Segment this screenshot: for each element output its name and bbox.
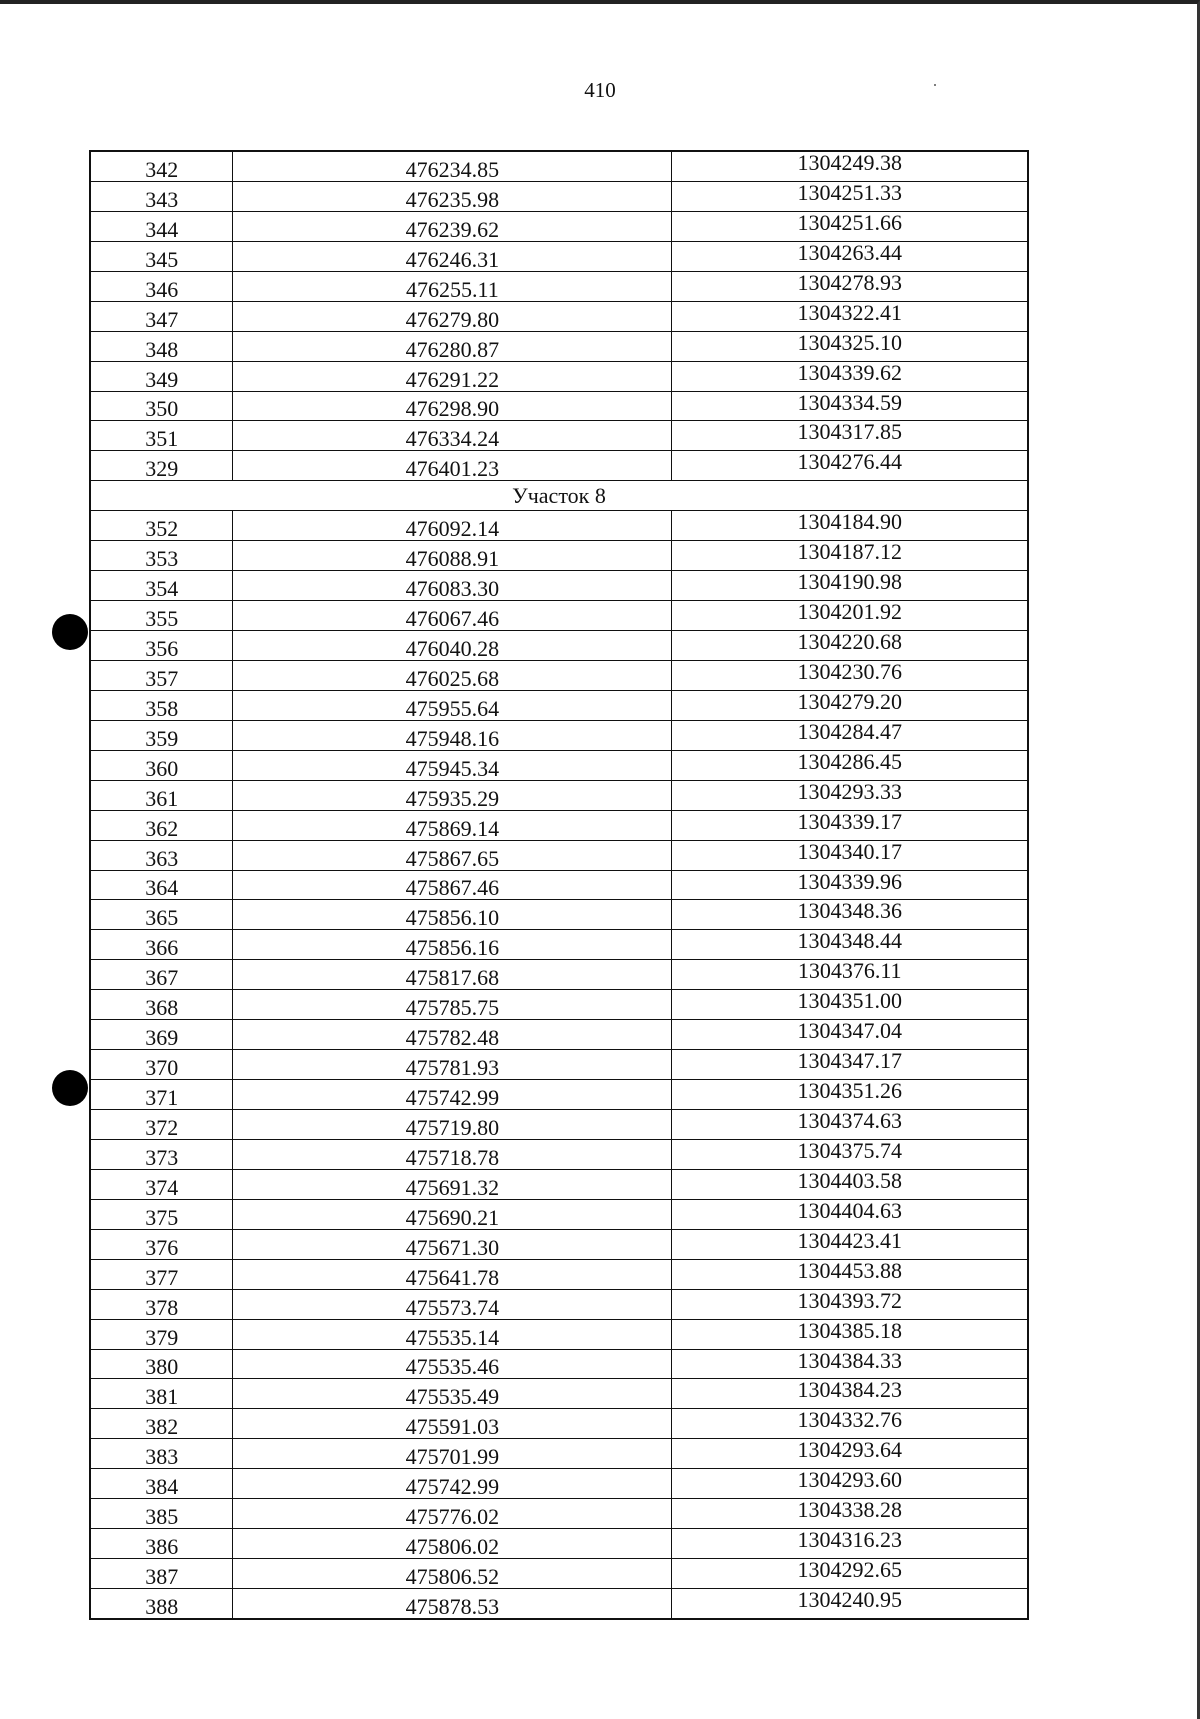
y-coordinate-cell: 1304339.96 — [672, 870, 1028, 900]
point-number-cell: 372 — [90, 1110, 233, 1140]
y-coordinate-cell: 1304347.17 — [672, 1050, 1028, 1080]
point-number-cell: 352 — [90, 511, 233, 541]
y-coordinate-cell: 1304276.44 — [672, 451, 1028, 481]
table-row — [90, 720, 1028, 750]
y-coordinate-cell: 1304278.93 — [672, 271, 1028, 301]
table-row — [90, 151, 1028, 181]
y-coordinate-cell: 1304293.60 — [672, 1469, 1028, 1499]
table-row — [90, 750, 1028, 780]
table-row — [90, 301, 1028, 331]
table-row — [90, 780, 1028, 810]
point-number-cell: 376 — [90, 1229, 233, 1259]
y-coordinate-cell: 1304339.17 — [672, 810, 1028, 840]
table-row — [90, 870, 1028, 900]
y-coordinate-cell: 1304286.45 — [672, 750, 1028, 780]
x-coordinate-cell: 475535.14 — [233, 1319, 672, 1349]
point-number-cell: 366 — [90, 930, 233, 960]
table-row — [90, 1259, 1028, 1289]
point-number-cell: 349 — [90, 361, 233, 391]
y-coordinate-cell: 1304251.66 — [672, 211, 1028, 241]
x-coordinate-cell: 476334.24 — [233, 421, 672, 451]
point-number-cell: 384 — [90, 1469, 233, 1499]
x-coordinate-cell: 476083.30 — [233, 571, 672, 601]
x-coordinate-cell: 475719.80 — [233, 1110, 672, 1140]
point-number-cell: 370 — [90, 1050, 233, 1080]
table-row — [90, 1559, 1028, 1589]
point-number-cell: 379 — [90, 1319, 233, 1349]
point-number-cell: 346 — [90, 271, 233, 301]
table-row — [90, 810, 1028, 840]
x-coordinate-cell: 475671.30 — [233, 1229, 672, 1259]
x-coordinate-cell: 476025.68 — [233, 660, 672, 690]
y-coordinate-cell: 1304251.33 — [672, 181, 1028, 211]
x-coordinate-cell: 475856.10 — [233, 900, 672, 930]
x-coordinate-cell: 475535.46 — [233, 1349, 672, 1379]
x-coordinate-cell: 476280.87 — [233, 331, 672, 361]
y-coordinate-cell: 1304423.41 — [672, 1229, 1028, 1259]
table-row — [90, 1080, 1028, 1110]
point-number-cell: 375 — [90, 1199, 233, 1229]
table-row — [90, 660, 1028, 690]
x-coordinate-cell: 476246.31 — [233, 241, 672, 271]
y-coordinate-cell: 1304403.58 — [672, 1169, 1028, 1199]
y-coordinate-cell: 1304230.76 — [672, 660, 1028, 690]
y-coordinate-cell: 1304385.18 — [672, 1319, 1028, 1349]
y-coordinate-cell: 1304339.62 — [672, 361, 1028, 391]
y-coordinate-cell: 1304293.33 — [672, 780, 1028, 810]
point-number-cell: 368 — [90, 990, 233, 1020]
x-coordinate-cell: 475701.99 — [233, 1439, 672, 1469]
x-coordinate-cell: 475776.02 — [233, 1499, 672, 1529]
y-coordinate-cell: 1304376.11 — [672, 960, 1028, 990]
y-coordinate-cell: 1304284.47 — [672, 720, 1028, 750]
table-row — [90, 421, 1028, 451]
scan-speck — [934, 84, 936, 86]
point-number-cell: 377 — [90, 1259, 233, 1289]
y-coordinate-cell: 1304384.23 — [672, 1379, 1028, 1409]
y-coordinate-cell: 1304375.74 — [672, 1139, 1028, 1169]
y-coordinate-cell: 1304187.12 — [672, 541, 1028, 571]
point-number-cell: 364 — [90, 870, 233, 900]
table-row — [90, 960, 1028, 990]
punch-hole-bottom — [52, 1070, 88, 1106]
y-coordinate-cell: 1304338.28 — [672, 1499, 1028, 1529]
x-coordinate-cell: 476239.62 — [233, 211, 672, 241]
y-coordinate-cell: 1304351.26 — [672, 1080, 1028, 1110]
table-row — [90, 840, 1028, 870]
x-coordinate-cell: 475742.99 — [233, 1080, 672, 1110]
x-coordinate-cell: 475641.78 — [233, 1259, 672, 1289]
x-coordinate-cell: 475935.29 — [233, 780, 672, 810]
coordinates-table-body — [90, 151, 1028, 1619]
x-coordinate-cell: 475781.93 — [233, 1050, 672, 1080]
point-number-cell: 387 — [90, 1559, 233, 1589]
y-coordinate-cell: 1304347.04 — [672, 1020, 1028, 1050]
page-number: 410 — [584, 78, 616, 102]
table-row — [90, 1319, 1028, 1349]
table-row — [90, 1379, 1028, 1409]
table-row — [90, 601, 1028, 631]
x-coordinate-cell: 476279.80 — [233, 301, 672, 331]
point-number-cell: 344 — [90, 211, 233, 241]
x-coordinate-cell: 475718.78 — [233, 1139, 672, 1169]
y-coordinate-cell: 1304453.88 — [672, 1259, 1028, 1289]
y-coordinate-cell: 1304201.92 — [672, 601, 1028, 631]
y-coordinate-cell: 1304340.17 — [672, 840, 1028, 870]
x-coordinate-cell: 476401.23 — [233, 451, 672, 481]
table-row — [90, 391, 1028, 421]
point-number-cell: 359 — [90, 720, 233, 750]
x-coordinate-cell: 475878.53 — [233, 1589, 672, 1619]
point-number-cell: 367 — [90, 960, 233, 990]
point-number-cell: 382 — [90, 1409, 233, 1439]
table-row — [90, 271, 1028, 301]
y-coordinate-cell: 1304292.65 — [672, 1559, 1028, 1589]
x-coordinate-cell: 475869.14 — [233, 810, 672, 840]
table-row — [90, 1139, 1028, 1169]
x-coordinate-cell: 475691.32 — [233, 1169, 672, 1199]
point-number-cell: 348 — [90, 331, 233, 361]
x-coordinate-cell: 476255.11 — [233, 271, 672, 301]
y-coordinate-cell: 1304348.44 — [672, 930, 1028, 960]
table-row — [90, 1589, 1028, 1619]
y-coordinate-cell: 1304240.95 — [672, 1589, 1028, 1619]
table-row — [90, 631, 1028, 661]
x-coordinate-cell: 475573.74 — [233, 1289, 672, 1319]
point-number-cell: 347 — [90, 301, 233, 331]
x-coordinate-cell: 475948.16 — [233, 720, 672, 750]
point-number-cell: 358 — [90, 690, 233, 720]
y-coordinate-cell: 1304393.72 — [672, 1289, 1028, 1319]
point-number-cell: 342 — [90, 151, 233, 181]
point-number-cell: 385 — [90, 1499, 233, 1529]
point-number-cell: 383 — [90, 1439, 233, 1469]
x-coordinate-cell: 475535.49 — [233, 1379, 672, 1409]
point-number-cell: 373 — [90, 1139, 233, 1169]
y-coordinate-cell: 1304184.90 — [672, 511, 1028, 541]
y-coordinate-cell: 1304384.33 — [672, 1349, 1028, 1379]
punch-hole-top — [52, 614, 88, 650]
point-number-cell: 361 — [90, 780, 233, 810]
point-number-cell: 374 — [90, 1169, 233, 1199]
x-coordinate-cell: 475591.03 — [233, 1409, 672, 1439]
x-coordinate-cell: 476067.46 — [233, 601, 672, 631]
table-row — [90, 571, 1028, 601]
x-coordinate-cell: 475945.34 — [233, 750, 672, 780]
point-number-cell: 351 — [90, 421, 233, 451]
y-coordinate-cell: 1304317.85 — [672, 421, 1028, 451]
y-coordinate-cell: 1304351.00 — [672, 990, 1028, 1020]
x-coordinate-cell: 476298.90 — [233, 391, 672, 421]
x-coordinate-cell: 475806.52 — [233, 1559, 672, 1589]
x-coordinate-cell: 475742.99 — [233, 1469, 672, 1499]
x-coordinate-cell: 475856.16 — [233, 930, 672, 960]
point-number-cell: 355 — [90, 601, 233, 631]
point-number-cell: 357 — [90, 660, 233, 690]
y-coordinate-cell: 1304374.63 — [672, 1110, 1028, 1140]
point-number-cell: 365 — [90, 900, 233, 930]
table-row — [90, 511, 1028, 541]
point-number-cell: 360 — [90, 750, 233, 780]
table-row — [90, 241, 1028, 271]
table-row — [90, 1050, 1028, 1080]
table-row — [90, 1439, 1028, 1469]
table-row — [90, 690, 1028, 720]
y-coordinate-cell: 1304332.76 — [672, 1409, 1028, 1439]
y-coordinate-cell: 1304316.23 — [672, 1529, 1028, 1559]
table-row — [90, 990, 1028, 1020]
table-row — [90, 451, 1028, 481]
table-row — [90, 331, 1028, 361]
section-header-row — [90, 481, 1028, 511]
table-row — [90, 1110, 1028, 1140]
y-coordinate-cell: 1304334.59 — [672, 391, 1028, 421]
x-coordinate-cell: 475806.02 — [233, 1529, 672, 1559]
y-coordinate-cell: 1304293.64 — [672, 1439, 1028, 1469]
table-row — [90, 1469, 1028, 1499]
y-coordinate-cell: 1304263.44 — [672, 241, 1028, 271]
table-row — [90, 900, 1028, 930]
x-coordinate-cell: 475782.48 — [233, 1020, 672, 1050]
table-row — [90, 1199, 1028, 1229]
table-row — [90, 1349, 1028, 1379]
table-row — [90, 181, 1028, 211]
point-number-cell: 369 — [90, 1020, 233, 1050]
coordinates-table — [89, 150, 1029, 1620]
table-row — [90, 1229, 1028, 1259]
point-number-cell: 343 — [90, 181, 233, 211]
section-title: Участок 8 — [90, 481, 1028, 511]
x-coordinate-cell: 475690.21 — [233, 1199, 672, 1229]
point-number-cell: 378 — [90, 1289, 233, 1319]
y-coordinate-cell: 1304220.68 — [672, 631, 1028, 661]
table-row — [90, 1409, 1028, 1439]
x-coordinate-cell: 476235.98 — [233, 181, 672, 211]
x-coordinate-cell: 476040.28 — [233, 631, 672, 661]
point-number-cell: 345 — [90, 241, 233, 271]
y-coordinate-cell: 1304190.98 — [672, 571, 1028, 601]
table-row — [90, 1289, 1028, 1319]
y-coordinate-cell: 1304348.36 — [672, 900, 1028, 930]
x-coordinate-cell: 476291.22 — [233, 361, 672, 391]
x-coordinate-cell: 476088.91 — [233, 541, 672, 571]
y-coordinate-cell: 1304279.20 — [672, 690, 1028, 720]
point-number-cell: 329 — [90, 451, 233, 481]
point-number-cell: 363 — [90, 840, 233, 870]
table-row — [90, 1499, 1028, 1529]
point-number-cell: 353 — [90, 541, 233, 571]
table-row — [90, 930, 1028, 960]
point-number-cell: 350 — [90, 391, 233, 421]
point-number-cell: 354 — [90, 571, 233, 601]
y-coordinate-cell: 1304322.41 — [672, 301, 1028, 331]
y-coordinate-cell: 1304325.10 — [672, 331, 1028, 361]
x-coordinate-cell: 476092.14 — [233, 511, 672, 541]
table-row — [90, 1020, 1028, 1050]
table-row — [90, 211, 1028, 241]
table-row — [90, 1529, 1028, 1559]
point-number-cell: 386 — [90, 1529, 233, 1559]
x-coordinate-cell: 475817.68 — [233, 960, 672, 990]
x-coordinate-cell: 475867.46 — [233, 870, 672, 900]
point-number-cell: 388 — [90, 1589, 233, 1619]
x-coordinate-cell: 475867.65 — [233, 840, 672, 870]
point-number-cell: 380 — [90, 1349, 233, 1379]
point-number-cell: 356 — [90, 631, 233, 661]
point-number-cell: 381 — [90, 1379, 233, 1409]
y-coordinate-cell: 1304404.63 — [672, 1199, 1028, 1229]
point-number-cell: 371 — [90, 1080, 233, 1110]
table-row — [90, 361, 1028, 391]
x-coordinate-cell: 475785.75 — [233, 990, 672, 1020]
y-coordinate-cell: 1304249.38 — [672, 151, 1028, 181]
table-row — [90, 541, 1028, 571]
table-row — [90, 1169, 1028, 1199]
point-number-cell: 362 — [90, 810, 233, 840]
x-coordinate-cell: 476234.85 — [233, 151, 672, 181]
x-coordinate-cell: 475955.64 — [233, 690, 672, 720]
